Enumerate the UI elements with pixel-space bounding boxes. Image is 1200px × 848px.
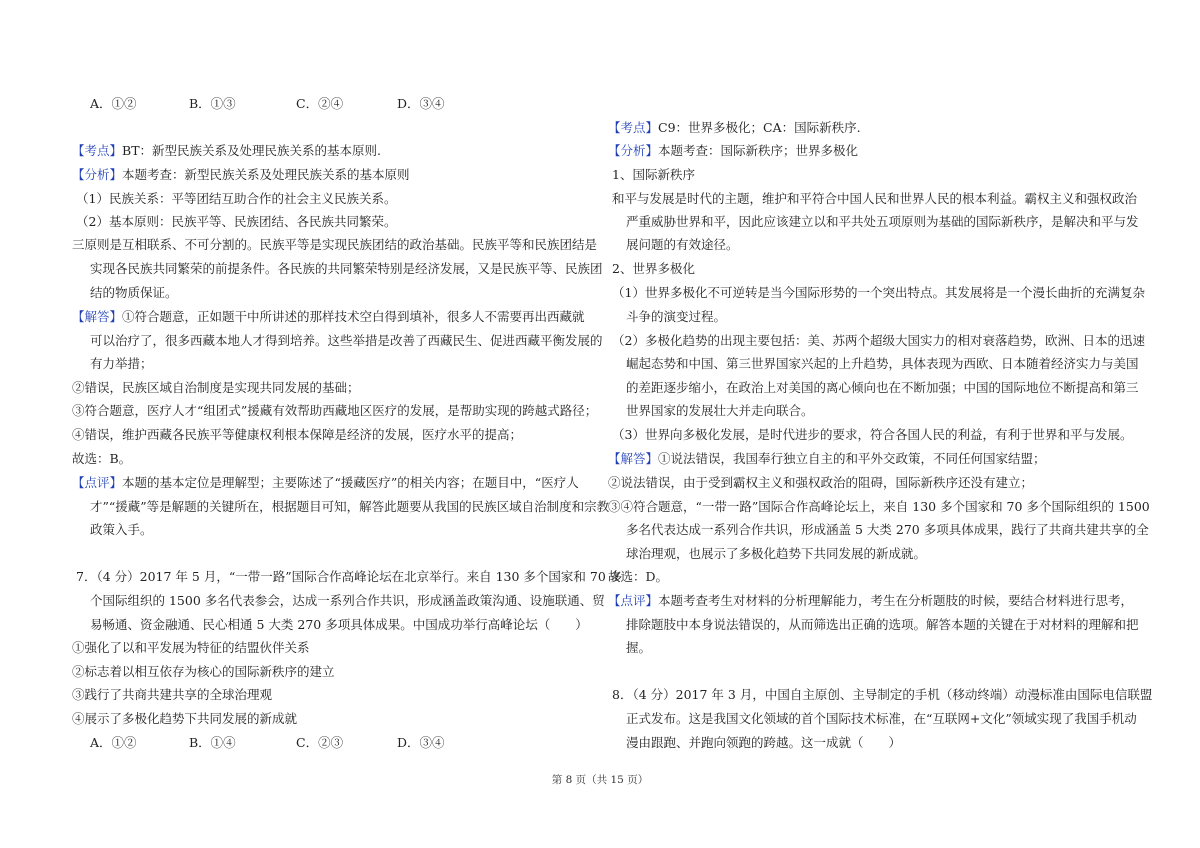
- option-a: A．①②: [90, 96, 137, 111]
- jieda-text: ①说法错误，我国奉行独立自主的和平外交政策，不同任何国家结盟；: [658, 451, 1046, 466]
- fenxi-line: 展问题的有效途径。: [626, 237, 739, 252]
- dianping-line: 排除题肢中本身说法错误的，从而筛选出正确的选项。解答本题的关键在于对材料的理解和把: [626, 617, 1139, 632]
- jieda-tag: 【解答】: [608, 451, 659, 466]
- fenxi-line: 的差距逐步缩小，在政治上对美国的离心倾向也在不断加强；中国的国际地位不断提高和第三: [626, 380, 1139, 395]
- dianping-line: 才”“援藏”等是解题的关键所在，根据题目可知，解答此题要从我国的民族区域自治制度和宗教: [90, 499, 610, 514]
- fenxi-line: [608, 143, 858, 159]
- fenxi-line: 1、国际新秩序: [612, 167, 695, 182]
- fenxi-line: 三原则是互相联系、不可分割的。民族平等是实现民族团结的政治基础。民族平等和民族团结是: [72, 237, 598, 252]
- fenxi-line: 和平与发展是时代的主题，维护和平符合中国人民和世界人民的根本利益。霸权主义和强权政治: [612, 191, 1138, 206]
- kaodian-tag: 【考点】: [72, 143, 123, 158]
- q7-item: ④展示了多极化趋势下共同发展的新成就: [72, 711, 298, 726]
- q8-stem-line: 正式发布。这是我国文化领域的首个国际技术标准，在“互联网+文化”领域实现了我国手机动: [626, 711, 1137, 726]
- jieda-text: ①符合题意，正如题干中所讲述的那样技术空白得到填补，很多人不需要再出西藏就: [122, 309, 585, 324]
- jieda-line: ④错误，维护西藏各民族平等健康权利根本保障是经济的发展，医疗水平的提高；: [72, 427, 523, 442]
- q7-item: ①强化了以和平发展为特征的结盟伙伴关系: [72, 640, 310, 655]
- jieda-line: 可以治疗了，很多西藏本地人才得到培养。这些举措是改善了西藏民生、促进西藏平衡发展的: [90, 333, 603, 348]
- q8-stem-line: 8．（4 分）2017 年 3 月，中国自主原创、主导制定的手机（移动终端）动漫标准由国际电信联盟: [612, 687, 1153, 702]
- dianping-text: 本题考查考生对材料的分析理解能力，考生在分析题肢的时候，要结合材料进行思考，: [658, 593, 1134, 608]
- fenxi-line: 严重威胁世界和平，因此应该建立以和平共处五项原则为基础的国际新秩序，是解决和平与发: [626, 214, 1139, 229]
- jieda-tag: 【解答】: [72, 309, 123, 324]
- fenxi-line: 斗争的演变过程。: [626, 309, 727, 324]
- fenxi-line: 结的物质保证。: [90, 285, 178, 300]
- fenxi-line: （2）基本原则：民族平等、民族团结、各民族共同繁荣。: [76, 214, 397, 229]
- kaodian-text: BT：新型民族关系及处理民族关系的基本原则.: [122, 143, 382, 158]
- dianping-line: [72, 475, 579, 491]
- option-d: D．③④: [397, 735, 445, 750]
- fenxi-text: 本题考查：新型民族关系及处理民族关系的基本原则: [122, 167, 410, 182]
- q7-item: ③践行了共商共建共享的全球治理观: [72, 687, 273, 702]
- q7-stem-line: 7．（4 分）2017 年 5 月，“一带一路”国际合作高峰论坛在北京举行。来自 130 多个国家和 70 多: [76, 569, 623, 584]
- dianping-tag: 【点评】: [608, 593, 659, 608]
- dianping-tag: 【点评】: [72, 475, 123, 490]
- q7-options: [90, 735, 445, 751]
- fenxi-line: （3）世界向多极化发展，是时代进步的要求，符合各国人民的利益，有利于世界和平与发展。: [612, 427, 1133, 442]
- option-d: D．③④: [397, 96, 445, 111]
- dianping-line: 握。: [626, 640, 652, 655]
- fenxi-line: （2）多极化趋势的出现主要包括：美、苏两个超级大国实力的相对衰落趋势，欧洲、日本的迅速: [612, 333, 1145, 348]
- fenxi-line: 崛起态势和中国、第三世界国家兴起的上升趋势，具体表现为西欧、日本随着经济实力与美国: [626, 356, 1139, 371]
- jieda-line: [72, 309, 585, 325]
- fenxi-tag: 【分析】: [608, 143, 659, 158]
- fenxi-line: 2、世界多极化: [612, 261, 695, 276]
- fenxi-line: 实现各民族共同繁荣的前提条件。各民族的共同繁荣特别是经济发展，又是民族平等、民族团: [90, 261, 603, 276]
- jieda-line: 故选：B。: [72, 451, 132, 466]
- jieda-line: ③④符合题意，“一带一路”国际合作高峰论坛上，来自 130 多个国家和 70 多个国际组织的 1500: [608, 499, 1150, 514]
- fenxi-line: 世界国家的发展壮大并走向联合。: [626, 403, 814, 418]
- option-b: B．①④: [189, 735, 236, 750]
- option-b: B．①③: [189, 96, 236, 111]
- jieda-line: ②说法错误，由于受到霸权主义和强权政治的阻碍，国际新秩序还没有建立；: [608, 475, 1034, 490]
- kaodian-text: C9：世界多极化；CA：国际新秩序.: [658, 120, 861, 135]
- q7-item: ②标志着以相互依存为核心的国际新秩序的建立: [72, 664, 335, 679]
- option-c: C．②③: [296, 735, 344, 750]
- jieda-line: 球治理观，也展示了多极化趋势下共同发展的新成就。: [626, 546, 927, 561]
- kaodian-line: [608, 120, 861, 136]
- q7-stem-line: 个国际组织的 1500 多名代表参会，达成一系列合作共识，形成涵盖政策沟通、设施联通、贸: [90, 593, 605, 608]
- option-c: C．②④: [296, 96, 344, 111]
- jieda-line: 多名代表达成一系列合作共识，形成涵盖 5 大类 270 多项具体成果，践行了共商共建共享的全: [626, 522, 1149, 537]
- jieda-line: [608, 451, 1046, 467]
- prev-question-options: [90, 96, 445, 112]
- kaodian-line: [72, 143, 381, 159]
- jieda-line: ②错误，民族区域自治制度是实现共同发展的基础；: [72, 380, 360, 395]
- fenxi-text: 本题考查：国际新秩序；世界多极化: [658, 143, 859, 158]
- jieda-line: ③符合题意，医疗人才“组团式”援藏有效帮助西藏地区医疗的发展，是帮助实现的跨越式路径；: [72, 403, 598, 418]
- fenxi-tag: 【分析】: [72, 167, 123, 182]
- dianping-line: [608, 593, 1133, 609]
- fenxi-line: [72, 167, 410, 183]
- jieda-line: 有力举措；: [90, 356, 153, 371]
- dianping-text: 本题的基本定位是理解型；主要陈述了“援藏医疗”的相关内容；在题目中，“医疗人: [122, 475, 579, 490]
- page-footer: 第 8 页（共 15 页）: [551, 774, 649, 786]
- q8-stem-line: 漫由跟跑、并跑向领跑的跨越。这一成就（ ）: [626, 735, 902, 750]
- fenxi-line: （1）民族关系：平等团结互助合作的社会主义民族关系。: [76, 191, 397, 206]
- fenxi-line: （1）世界多极化不可逆转是当今国际形势的一个突出特点。其发展将是一个漫长曲折的充满复杂: [612, 285, 1145, 300]
- kaodian-tag: 【考点】: [608, 120, 659, 135]
- dianping-line: 政策入手。: [90, 522, 153, 537]
- jieda-line: 故选：D。: [608, 569, 669, 584]
- q7-stem-line: 易畅通、资金融通、民心相通 5 大类 270 多项具体成果。中国成功举行高峰论坛（ ）: [90, 617, 588, 632]
- option-a: A．①②: [90, 735, 137, 750]
